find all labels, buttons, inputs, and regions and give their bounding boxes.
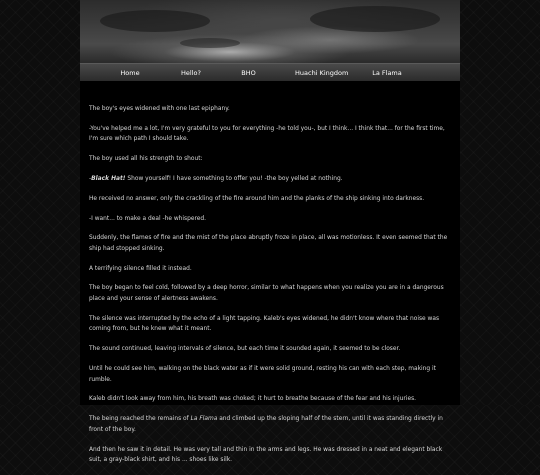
nav-hello[interactable]: Hello?: [181, 68, 201, 77]
dialogue-rest: Show yourself! I have something to offer you! -the boy yelled at nothing.: [125, 175, 343, 182]
story-paragraph: Until he could see him, walking on the black water as if it were solid ground, resting his can with each step, making it rumble.: [89, 365, 436, 383]
nav-huachi-kingdom[interactable]: Huachi Kingdom: [295, 68, 349, 77]
ship-name: La Flama: [190, 416, 218, 423]
main-nav: [80, 63, 460, 81]
story-paragraph: The sound continued, leaving intervals of silence, but each time it sounded again, it seemed to be closer.: [89, 346, 401, 353]
story-paragraph: He received no answer, only the crackling of the fire around him and the planks of the ship sinking into darkness.: [89, 195, 425, 202]
story-paragraph: -You've helped me a lot, I'm very grateful to you for everything -he told you-, but I think... I think that... for the first time, I'm sure which path I should take.: [89, 125, 445, 143]
narration-rest: and climbed up the sloping half of the stern, until it was standing directly in front of the boy.: [89, 416, 443, 433]
story-paragraph: Suddenly, the flames of fire and the mist of the place abruptly froze in place, all was motionless. It even seemed that the ship had stopped sinking.: [89, 235, 448, 252]
story-paragraph: And then he saw it in detail. He was very tall and thin in the arms and legs. He was dressed in a neat and elegant black suit, a gray-black shirt, and his ... shoes like silk.: [89, 446, 443, 464]
story-content: [89, 104, 454, 475]
narration-start: The being reached the remains of: [89, 416, 191, 423]
story-paragraph: Kaleb didn't look away from him, his breath was choked; it hurt to breathe because of the fear and his injuries.: [89, 396, 417, 403]
nav-la-flama[interactable]: La Flama: [372, 68, 402, 77]
story-paragraph: The boy used all his strength to shout:: [89, 156, 203, 163]
story-paragraph: A terrifying silence filled it instead.: [89, 265, 192, 272]
story-paragraph: [89, 174, 454, 185]
story-paragraph: The boy began to feel cold, followed by a deep horror, similar to what happens when you realize you are in a dangerous place and your sense of alertness awakens.: [89, 285, 444, 303]
nav-home[interactable]: Home: [120, 68, 140, 77]
story-paragraph: The silence was interrupted by the echo of a light tapping. Kaleb's eyes widened, he didn't know where that noise was coming from, but he knew what it meant.: [89, 315, 440, 333]
header-banner-image: [80, 0, 460, 63]
page-container: [80, 0, 460, 464]
story-paragraph: [89, 414, 454, 435]
black-hat-name: Black Hat!: [91, 175, 126, 182]
story-paragraph: -I want... to make a deal -he whispered.: [89, 215, 206, 222]
story-paragraph: The boy's eyes widened with one last epiphany.: [89, 106, 230, 112]
nav-bho[interactable]: BHO: [241, 68, 256, 77]
dialogue-dash: -: [89, 175, 92, 182]
